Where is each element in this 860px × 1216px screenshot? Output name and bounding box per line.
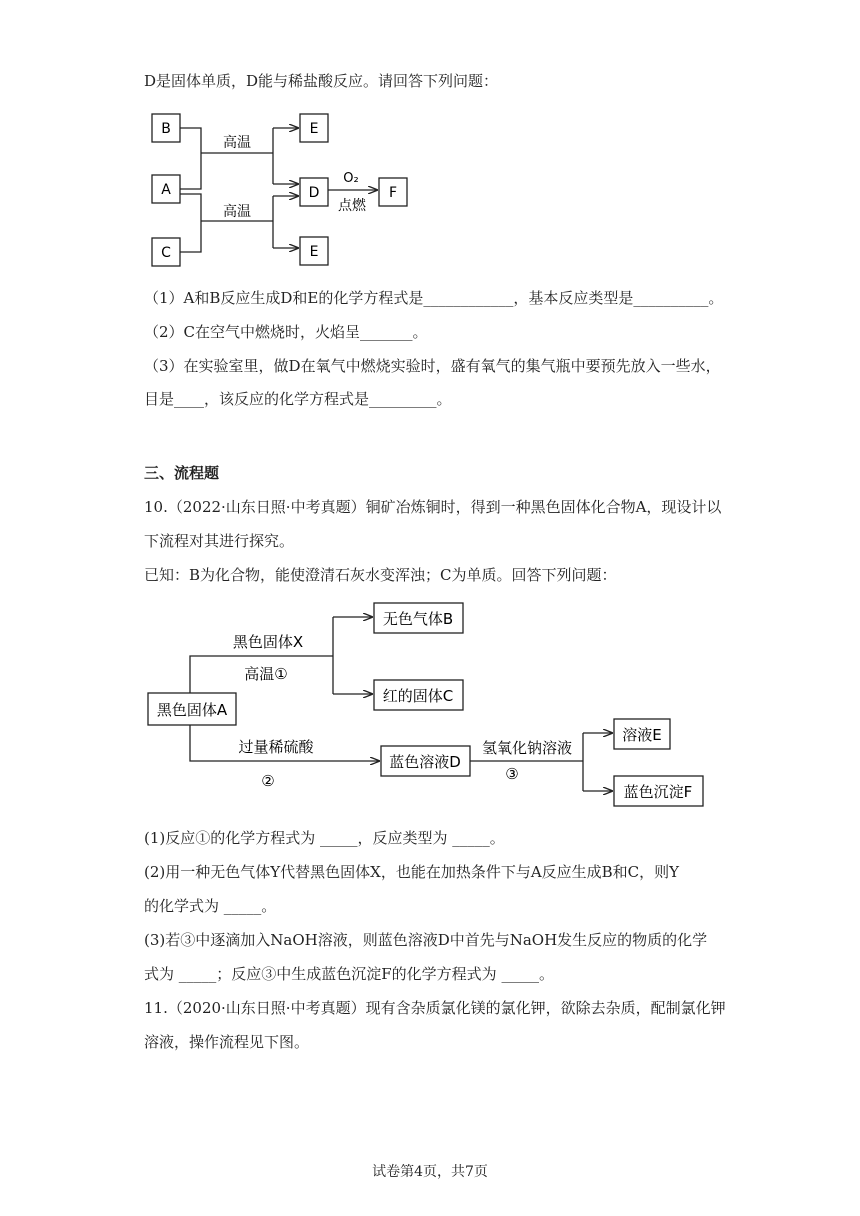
- label-dilute-acid: 过量稀硫酸: [238, 738, 314, 756]
- q10-line1: 10.（2022·山东日照·中考真题）铜矿冶炼铜时，得到一种黑色固体化合物A，现设计以: [144, 498, 722, 516]
- label-reaction-1: 高温①: [244, 665, 288, 683]
- q10-part1: (1)反应①的化学方程式为 _____，反应类型为 _____。: [144, 829, 505, 847]
- label-solid-x: 黑色固体X: [232, 633, 304, 651]
- q10-part3b: 式为 _____；反应③中生成蓝色沉淀F的化学方程式为 _____。: [144, 965, 554, 983]
- section-heading: 三、流程题: [144, 464, 220, 482]
- flow-diagram-2: [148, 603, 703, 806]
- box-e-label: 溶液E: [622, 726, 662, 744]
- intro-line: D是固体单质，D能与稀盐酸反应。请回答下列问题：: [144, 72, 499, 90]
- q10-part2a: (2)用一种无色气体Y代替黑色固体X，也能在加热条件下与A反应生成B和C，则Y: [144, 863, 680, 881]
- q11-line2: 溶液，操作流程见下图。: [144, 1033, 310, 1051]
- label-reaction-2: ②: [261, 772, 275, 790]
- label-naoh: 氢氧化钠溶液: [481, 739, 573, 757]
- q10-part3a: (3)若③中逐滴加入NaOH溶液，则蓝色溶液D中首先与NaOH发生反应的物质的化学: [144, 931, 708, 949]
- label-gaowen-bottom: 高温: [223, 204, 251, 220]
- q9-part3b: 目是____，该反应的化学方程式是_________。: [144, 390, 452, 408]
- q9-part1: （1）A和B反应生成D和E的化学方程式是____________，基本反应类型是__________。: [144, 289, 724, 307]
- q11-line1: 11.（2020·山东日照·中考真题）现有含杂质氯化镁的氯化钾，欲除去杂质，配制氯化钾: [144, 999, 726, 1017]
- box-f-label: 蓝色沉淀F: [623, 783, 693, 801]
- page-footer: 试卷第4页，共7页: [372, 1164, 488, 1180]
- q10-line2: 下流程对其进行探究。: [144, 532, 295, 550]
- box-c-text: C: [161, 245, 171, 261]
- q10-part2b: 的化学式为 _____。: [144, 897, 277, 915]
- q9-part3a: （3）在实验室里，做D在氧气中燃烧实验时，盛有氧气的集气瓶中要预先放入一些水，: [144, 357, 721, 375]
- box-a-label: 黑色固体A: [156, 701, 228, 719]
- q10-given: 已知：B为化合物，能使澄清石灰水变浑浊；C为单质。回答下列问题：: [144, 566, 617, 584]
- box-b-text: B: [161, 121, 171, 137]
- q9-part2: （2）C在空气中燃烧时，火焰呈_______。: [144, 323, 428, 341]
- box-d-text: D: [308, 185, 320, 201]
- box-b-label: 无色气体B: [382, 610, 454, 628]
- box-e-bottom-text: E: [309, 244, 319, 260]
- label-o2: O₂: [343, 171, 359, 186]
- label-gaowen-top: 高温: [223, 135, 251, 151]
- label-dianran: 点燃: [338, 198, 366, 214]
- box-d-label: 蓝色溶液D: [389, 753, 461, 771]
- box-f-text: F: [388, 185, 398, 201]
- box-e-top-text: E: [309, 121, 319, 137]
- box-c-label: 红的固体C: [382, 687, 454, 705]
- label-reaction-3: ③: [505, 765, 519, 783]
- box-a-text: A: [161, 182, 171, 198]
